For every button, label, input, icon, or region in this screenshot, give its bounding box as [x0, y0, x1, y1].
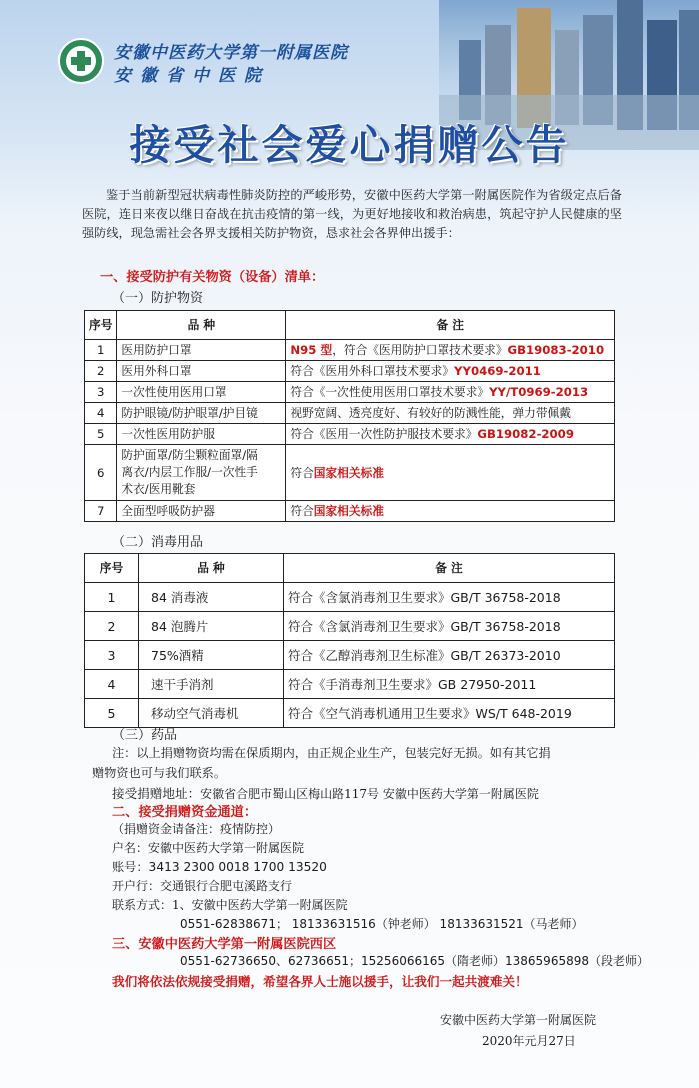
- row-no: 3: [85, 641, 139, 670]
- row-no: 4: [85, 670, 139, 699]
- disinfection-supplies-table: [84, 553, 615, 728]
- header-no: 序号: [85, 554, 139, 583]
- address-value: 安徽省合肥市蜀山区梅山路117号 安徽中医药大学第一附属医院: [200, 787, 539, 801]
- row-item: 一次性医用防护服: [117, 424, 286, 445]
- row-note: [286, 445, 615, 501]
- signature-org: 安徽中医药大学第一附属医院: [440, 1013, 597, 1027]
- row-no: 4: [85, 403, 117, 424]
- row-no: 5: [85, 699, 139, 728]
- contact-line: 联系方式：1、安徽中医药大学第一附属医院: [112, 898, 348, 912]
- donation-remark: （捐赠资金请备注：疫情防控）: [112, 822, 281, 836]
- row-item: 84 消毒液: [139, 583, 284, 612]
- contact-phones: 0551-62838671； 18133631516（钟老师） 18133631521（马老师）: [180, 917, 584, 931]
- row-no: 3: [85, 382, 117, 403]
- note-standard: YY/T0969-2013: [489, 385, 589, 399]
- row-item-line: 离衣/内层工作服/一次性手: [121, 465, 258, 479]
- table-row: [85, 424, 615, 445]
- note-standard: YY0469-2011: [454, 364, 541, 378]
- row-note: 符合《乙醇消毒剂卫生标准》GB/T 26373-2010: [284, 641, 615, 670]
- section2-title: 二、接受捐赠资金通道：: [112, 805, 258, 820]
- section1-title: 一、接受防护有关物资（设备）清单：: [100, 270, 325, 285]
- table-row: [85, 403, 615, 424]
- table-row: [85, 501, 615, 522]
- table-header-row: [85, 311, 615, 340]
- row-note: 符合《手消毒剂卫生要求》GB 27950-2011: [284, 670, 615, 699]
- row-note: 视野宽阔、透亮度好、有较好的防溅性能，弹力带佩戴: [286, 403, 615, 424]
- table-row: [85, 612, 615, 641]
- row-item-line: 防护面罩/防尘颗粒面罩/隔: [121, 448, 258, 462]
- intro-paragraph: 鉴于当前新型冠状病毒性肺炎防控的严峻形势，安徽中医药大学第一附属医院作为省级定点后备医院，连日来夜以继日奋战在抗击疫情的第一线，为更好地接收和救治病患，筑起守护人民健康的坚强防线，现急需社会各界支援相关防护物资，恳求社会各界伸出援手：: [82, 188, 622, 240]
- row-note: 符合《含氯消毒剂卫生要求》GB/T 36758-2018: [284, 583, 615, 612]
- note-standard: 国家相关标准: [313, 465, 384, 480]
- row-item-line: 术衣/医用靴套: [121, 482, 196, 496]
- header-note: 备 注: [284, 554, 615, 583]
- note-standard: GB19082-2009: [477, 427, 574, 441]
- row-no: 5: [85, 424, 117, 445]
- row-note: 符合《空气消毒机通用卫生要求》WS/T 648-2019: [284, 699, 615, 728]
- row-no: 7: [85, 501, 117, 522]
- slogan: 我们将依法依规接受捐赠，希望各界人士施以援手，让我们一起共渡难关！: [112, 974, 528, 989]
- subsection-protective: （一）防护物资: [112, 291, 204, 306]
- row-item: 84 泡腾片: [139, 612, 284, 641]
- table-row: [85, 382, 615, 403]
- row-item: 医用防护口罩: [117, 340, 286, 361]
- row-no: 2: [85, 612, 139, 641]
- subsection-medicine: （三）药品: [112, 728, 178, 743]
- row-item: 75%酒精: [139, 641, 284, 670]
- table-row: [85, 641, 615, 670]
- table-header-row: [85, 554, 615, 583]
- row-no: 1: [85, 583, 139, 612]
- west-campus-phones: 0551-62736650、62736651；15256066165（隋老师）13865965898（段老师）: [180, 954, 649, 968]
- row-item: 一次性使用医用口罩: [117, 382, 286, 403]
- table-row: [85, 445, 615, 501]
- row-no: 1: [85, 340, 117, 361]
- note-text: 符合《医用一次性防护服技术要求》: [290, 427, 478, 441]
- table-row: [85, 340, 615, 361]
- note-text: 符合: [290, 504, 314, 518]
- note-standard: 国家相关标准: [313, 504, 384, 518]
- hospital-logo-icon: [58, 38, 104, 84]
- table-row: [85, 361, 615, 382]
- note-standard: GB19083-2010: [507, 343, 605, 357]
- section3-title: 三、安徽中医药大学第一附属医院西区: [112, 937, 337, 952]
- header-no: 序号: [85, 311, 117, 340]
- note-text: 符合: [290, 465, 314, 480]
- row-no: 6: [85, 445, 117, 501]
- hospital-name: 安徽中医药大学第一附属医院: [114, 43, 348, 63]
- address-label: 接受捐赠地址：: [112, 786, 201, 801]
- address-line: [112, 783, 539, 802]
- header-note: 备 注: [286, 311, 615, 340]
- note-text: 符合《一次性使用医用口罩技术要求》: [290, 385, 490, 399]
- row-note: [286, 424, 615, 445]
- row-item: 移动空气消毒机: [139, 699, 284, 728]
- note-highlight: N95 型: [290, 343, 333, 357]
- row-note: [286, 382, 615, 403]
- account-number: 账号：3413 2300 0018 1700 13520: [112, 860, 327, 874]
- account-name: 户名：安徽中医药大学第一附属医院: [112, 841, 305, 855]
- table-row: [85, 670, 615, 699]
- row-item: 医用外科口罩: [117, 361, 286, 382]
- hospital-alt-name: 安徽省中医院: [114, 66, 270, 86]
- page-title: 接受社会爱心捐赠公告: [129, 121, 570, 169]
- bank-name: 开户行：交通银行合肥屯溪路支行: [112, 879, 293, 893]
- header-item: 品 种: [117, 311, 286, 340]
- subsection-disinfection: （二）消毒用品: [112, 535, 204, 550]
- note-line-1: 注：以上捐赠物资均需在保质期内，由正规企业生产，包装完好无损。如有其它捐: [112, 746, 551, 760]
- row-no: 2: [85, 361, 117, 382]
- row-item: [117, 445, 286, 501]
- row-note: [286, 340, 615, 361]
- row-note: 符合《含氯消毒剂卫生要求》GB/T 36758-2018: [284, 612, 615, 641]
- protective-supplies-table: [84, 310, 615, 522]
- note-text: ，符合《医用防护口罩技术要求》: [332, 343, 508, 357]
- row-item: 防护眼镜/防护眼罩/护目镜: [117, 403, 286, 424]
- row-item: 全面型呼吸防护器: [117, 501, 286, 522]
- signature-date: 2020年元月27日: [482, 1034, 576, 1048]
- row-note: [286, 361, 615, 382]
- header-item: 品 种: [139, 554, 284, 583]
- note-line-2: 赠物资也可与我们联系。: [92, 766, 227, 780]
- row-item: 速干手消剂: [139, 670, 284, 699]
- row-note: [286, 501, 615, 522]
- table-row: [85, 583, 615, 612]
- note-text: 符合《医用外科口罩技术要求》: [290, 364, 455, 378]
